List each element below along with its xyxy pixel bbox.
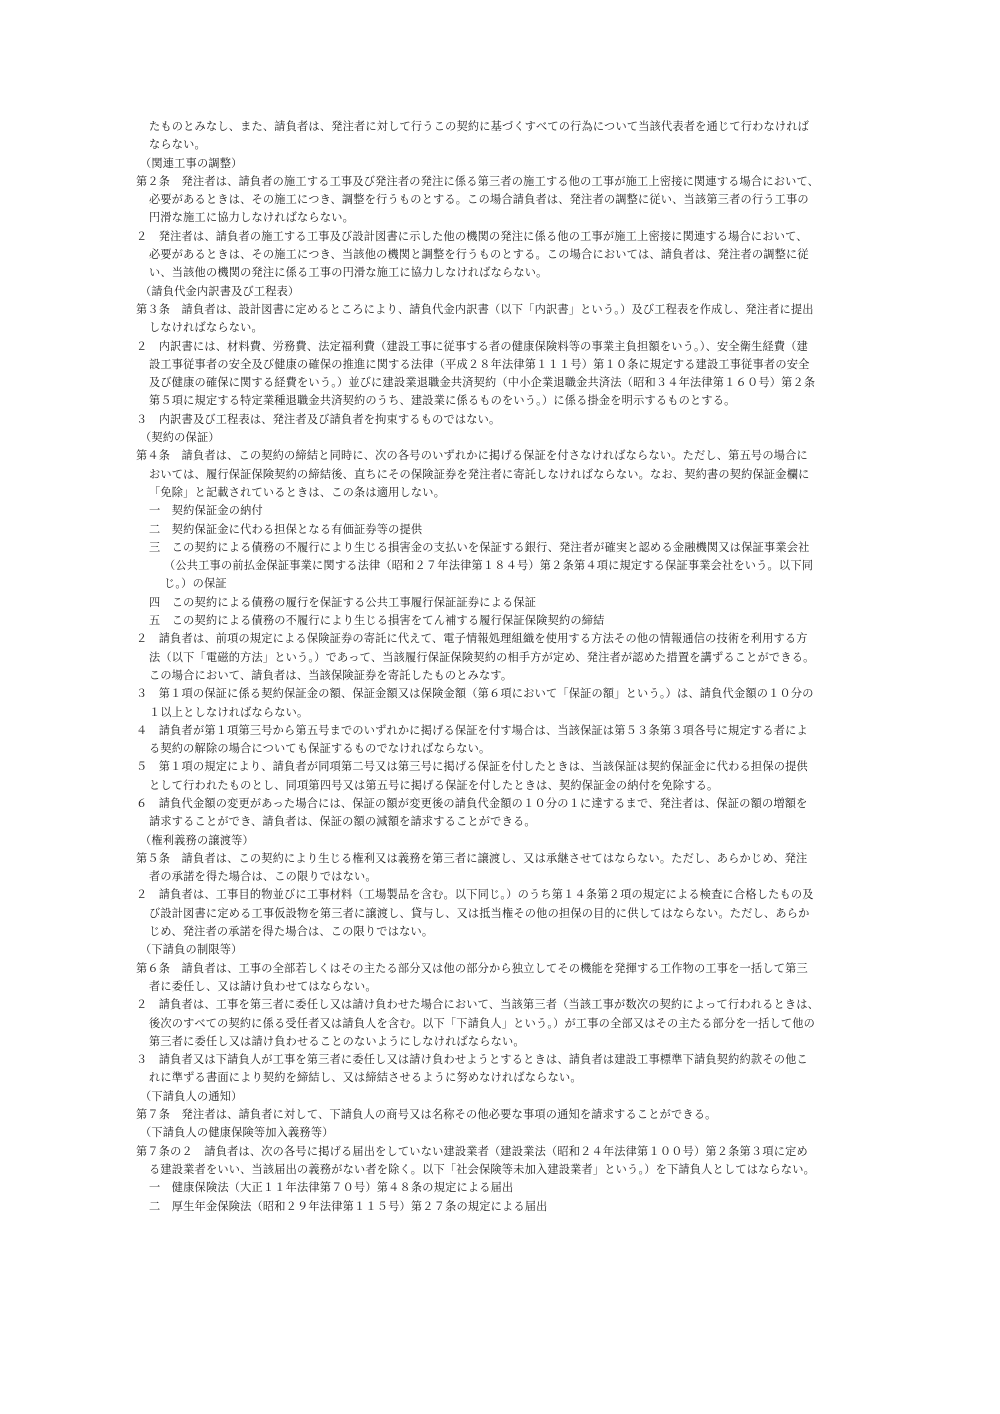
- article-heading: [136, 832, 904, 850]
- article-paragraph: [136, 960, 904, 997]
- text-line: 第５項に規定する特定業種退職金共済契約のうち、建設業に係るものをいう。）に係る掛金を明示するものとする。: [149, 394, 736, 408]
- text-line: ２ 請負者は、工事目的物並びに工事材料（工場製品を含む。以下同じ。）のうち第１４条第２項の規定による検査に合格したもの及: [136, 888, 814, 902]
- text-line: （下請負人の健康保険等加入義務等）: [140, 1126, 334, 1140]
- text-line: る建設業者をいい、当該届出の義務がない者を除く。以下「社会保険等未加入建設業者」という。）を下請負人としてはならない。: [149, 1162, 816, 1176]
- text-line: 二 厚生年金保険法（昭和２９年法律第１１５号）第２７条の規定による届出: [149, 1199, 548, 1213]
- text-line: 第三者に委任し又は請け負わせることのないようにしなければならない。: [149, 1034, 525, 1048]
- text-line: （下請負の制限等）: [140, 943, 243, 957]
- text-line: 設工事従事者の安全及び健康の確保の推進に関する法律（平成２８年法律第１１１号）第１０条に規定する建設工事従事者の安全: [149, 357, 810, 371]
- text-line: 後次のすべての契約に係る受任者又は請負人を含む。以下「下請負人」という。）が工事の全部又はその主たる部分を一括して他の: [149, 1016, 816, 1030]
- article-paragraph: [136, 228, 904, 283]
- text-line: 五 この契約による債務の不履行により生じる損害をてん補する履行保証保険契約の締結: [149, 614, 605, 628]
- text-line: 者に委任し、又は請け負わせてはならない。: [149, 979, 377, 993]
- text-line: ２ 内訳書には、材料費、労務費、法定福利費（建設工事に従事する者の健康保険料等の事業主負担額をいう。）、安全衛生経費（建: [136, 339, 809, 353]
- list-item: [136, 1198, 904, 1216]
- article-heading: [136, 1088, 904, 1106]
- text-line: 第５条 請負者は、この契約により生じる権利又は義務を第三者に譲渡し、又は承継させてはならない。ただし、あらかじめ、発注: [136, 851, 808, 865]
- text-line: 円滑な施工に協力しなければならない。: [149, 211, 354, 225]
- text-line: 二 契約保証金に代わる担保となる有価証券等の提供: [149, 522, 423, 536]
- text-line: ２ 請負者は、前項の規定による保険証券の寄託に代えて、電子情報処理組織を使用する方法その他の情報通信の技術を利用する方: [136, 632, 808, 646]
- article-paragraph: [136, 411, 904, 429]
- list-item: [136, 1179, 904, 1197]
- text-line: 第７条の２ 請負者は、次の各号に掲げる届出をしていない建設業者（建設業法（昭和２４年法律第１００号）第２条第３項に定め: [136, 1144, 808, 1158]
- text-line: 者の承諾を得た場合は、この限りではない。: [149, 870, 377, 884]
- text-line: この場合において、請負者は、当該保険証券を寄託したものとみなす。: [149, 668, 513, 682]
- text-line: ３ 請負者又は下請負人が工事を第三者に委任し又は請け負わせようとするときは、請負者は建設工事標準下請負契約約款その他こ: [136, 1053, 808, 1067]
- article-paragraph: [136, 1106, 904, 1124]
- article-heading: [136, 283, 904, 301]
- text-line: 法（以下「電磁的方法」という。）であって、当該履行保証保険契約の相手方が定め、発注者が認めた措置を講ずることができる。: [149, 650, 815, 664]
- article-paragraph: [136, 850, 904, 887]
- text-line: れに準ずる書面により契約を締結し、又は締結させるように努めなければならない。: [149, 1071, 582, 1085]
- text-line: として行われたものとし、同項第四号又は第五号に掲げる保証を付したときは、契約保証金の納付を免除する。: [149, 778, 719, 792]
- text-line: ３ 第１項の保証に係る契約保証金の額、保証金額又は保険金額（第６項において「保証の額」という。）は、請負代金額の１０分の: [136, 687, 814, 701]
- article-paragraph: [136, 685, 904, 722]
- text-line: 一 契約保証金の納付: [149, 504, 263, 518]
- text-line: 第２条 発注者は、請負者の施工する工事及び発注者の発注に係る第三者の施工する他の工事が施工上密接に関連する場合において、: [136, 174, 820, 188]
- text-line: 一 健康保険法（大正１１年法律第７０号）第４８条の規定による届出: [149, 1181, 514, 1195]
- text-line: 「免除」と記載されているときは、この条は適用しない。: [149, 485, 446, 499]
- text-line: ４ 請負者が第１項第三号から第五号までのいずれかに掲げる保証を付す場合は、当該保証は第５３条第３項各号に規定する者によ: [136, 723, 808, 737]
- text-line: 第４条 請負者は、この契約の締結と同時に、次の各号のいずれかに掲げる保証を付さなければならない。ただし、第五号の場合に: [136, 449, 808, 463]
- text-line: び設計図書に定める工事仮設物を第三者に譲渡し、貸与し、又は抵当権その他の担保の目的に供してはならない。ただし、あらか: [149, 906, 810, 920]
- text-line: おいては、履行保証保険契約の締結後、直ちにその保険証券を発注者に寄託しなければならない。なお、契約書の契約保証金欄に: [149, 467, 810, 481]
- article-paragraph: [136, 758, 904, 795]
- text-line: い、当該他の機関の発注に係る工事の円滑な施工に協力しなければならない。: [149, 266, 548, 280]
- text-line: しなければならない。: [149, 321, 263, 335]
- list-item: [136, 539, 904, 594]
- text-line: 三 この契約による債務の不履行により生じる損害金の支払いを保証する銀行、発注者が確実と認める金融機関又は保証事業会社: [149, 540, 810, 554]
- text-line: 必要があるときは、その施工につき、調整を行うものとする。この場合請負者は、発注者の調整に従い、当該第三者の行う工事の: [149, 193, 809, 207]
- article-heading: [136, 1124, 904, 1142]
- text-line: （請負代金内訳書及び工程表）: [140, 284, 300, 298]
- text-line: （下請負人の通知）: [140, 1089, 243, 1103]
- text-line: じ。）の保証: [164, 577, 227, 591]
- list-item: [136, 594, 904, 612]
- article-paragraph: [136, 447, 904, 502]
- text-line: 第３条 請負者は、設計図書に定めるところにより、請負代金内訳書（以下「内訳書」という。）及び工程表を作成し、発注者に提出: [136, 302, 814, 316]
- text-line: たものとみなし、また、請負者は、発注者に対して行うこの契約に基づくすべての行為について当該代表者を通じて行わなければ: [149, 120, 810, 133]
- text-line: 請求することができ、請負者は、保証の額の減額を請求することができる。: [149, 815, 536, 829]
- text-line: 及び健康の確保に関する経費をいう。）並びに建設業退職金共済契約（中小企業退職金共済法（昭和３４年法律第１６０号）第２条: [149, 376, 816, 390]
- text-line: （公共工事の前払金保証事業に関する法律（昭和２７年法律第１８４号）第２条第４項に規定する保証事業会社をいう。以下同: [164, 559, 814, 573]
- text-line: ２ 発注者は、請負者の施工する工事及び設計図書に示した他の機関の発注に係る他の工事が施工上密接に関連する場合において、: [136, 229, 808, 243]
- continued-paragraph: [136, 118, 904, 155]
- document-body: [136, 118, 904, 1216]
- text-line: 第７条 発注者は、請負者に対して、下請負人の商号又は名称その他必要な事項の通知を請求することができる。: [136, 1108, 717, 1122]
- list-item: [136, 612, 904, 630]
- text-line: ２ 請負者は、工事を第三者に委任し又は請け負わせた場合において、当該第三者（当該工事が数次の契約によって行われるときは、: [136, 998, 820, 1012]
- text-line: （関連工事の調整）: [140, 156, 243, 170]
- text-line: ６ 請負代金額の変更があった場合には、保証の額が変更後の請負代金額の１０分の１に達するまで、発注者は、保証の額の増額を: [136, 796, 808, 810]
- text-line: 四 この契約による債務の履行を保証する公共工事履行保証証券による保証: [149, 595, 537, 609]
- text-line: １以上としなければならない。: [149, 705, 309, 719]
- article-heading: [136, 155, 904, 173]
- article-paragraph: [136, 722, 904, 759]
- list-item: [136, 521, 904, 539]
- text-line: ３ 内訳書及び工程表は、発注者及び請負者を拘束するものではない。: [136, 412, 501, 426]
- text-line: （契約の保証）: [140, 431, 220, 445]
- article-paragraph: [136, 630, 904, 685]
- article-paragraph: [136, 1143, 904, 1180]
- text-line: ならない。: [149, 138, 206, 152]
- text-line: る契約の解除の場合についても保証するものでなければならない。: [149, 742, 491, 756]
- article-heading: [136, 941, 904, 959]
- article-paragraph: [136, 996, 904, 1051]
- list-item: [136, 502, 904, 520]
- article-paragraph: [136, 301, 904, 338]
- article-paragraph: [136, 1051, 904, 1088]
- article-heading: [136, 429, 904, 447]
- article-paragraph: [136, 795, 904, 832]
- text-line: 第６条 請負者は、工事の全部若しくはその主たる部分又は他の部分から独立してその機能を発揮する工作物の工事を一括して第三: [136, 961, 808, 975]
- article-paragraph: [136, 173, 904, 228]
- text-line: じめ、発注者の承諾を得た場合は、この限りではない。: [149, 925, 434, 939]
- text-line: （権利義務の譲渡等）: [140, 833, 254, 847]
- text-line: 必要があるときは、その施工につき、当該他の機関と調整を行うものとする。この場合においては、請負者は、発注者の調整に従: [149, 248, 809, 262]
- article-paragraph: [136, 886, 904, 941]
- article-paragraph: [136, 338, 904, 411]
- text-line: ５ 第１項の規定により、請負者が同項第二号又は第三号に掲げる保証を付したときは、当該保証は契約保証金に代わる担保の提供: [136, 760, 808, 774]
